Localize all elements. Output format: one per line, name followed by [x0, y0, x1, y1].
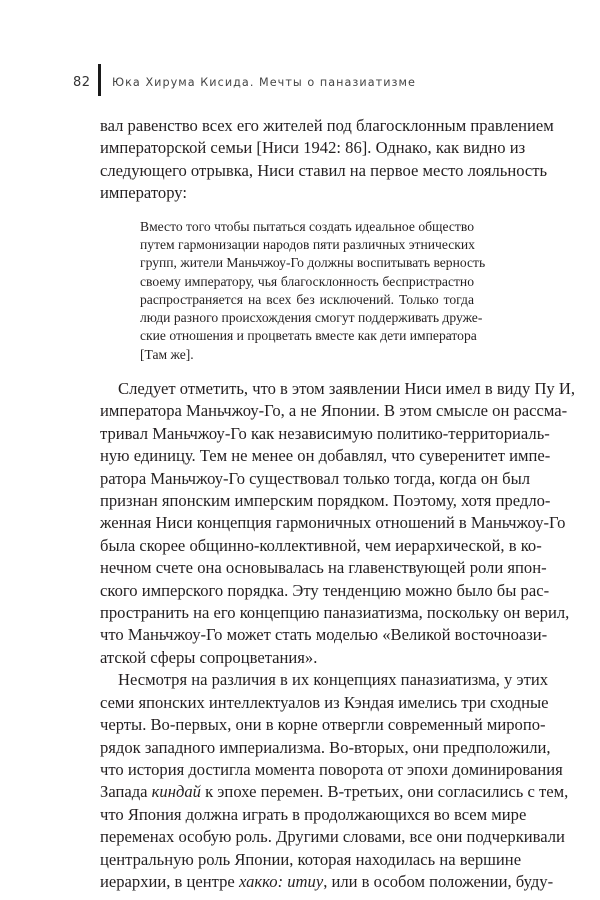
text-run: Запада	[100, 782, 152, 802]
text-line: Несмотря на различия в их концепциях паназиатизма, у этих	[118, 670, 549, 690]
text-line: что история достигла момента поворота от эпохи доминирования	[100, 759, 563, 779]
text-line: ского имперского порядка. Эту тенденцию можно было бы рас-	[100, 580, 550, 600]
text-line: императора Маньчжоу-Го, а не Японии. В этом смысле он рассма-	[100, 401, 568, 421]
page-number: 82	[73, 75, 91, 90]
italic-term-hakko-ichiu: хакко: итиу	[238, 871, 324, 891]
running-head-title: Юка Хирума Кисида. Мечты о паназиатизме	[112, 76, 416, 89]
text-line-with-term	[100, 781, 569, 803]
quote-line: групп, жители Маньчжоу-Го должны воспитывать верность	[140, 255, 486, 271]
paragraph-2	[100, 378, 576, 669]
quote-line: ские отношения и процветать вместе как дети императора	[140, 328, 477, 344]
text-line: что Маньчжоу-Го может стать моделью «Великой восточноази-	[100, 625, 548, 645]
header-divider	[98, 64, 101, 96]
text-line: тривал Маньчжоу-Го как независимую политико-территориаль-	[100, 423, 550, 443]
text-line: была скорее общинно-коллективной, чем иерархической, в ко-	[100, 535, 542, 555]
text-line: императору:	[100, 183, 187, 203]
quote-line: своему императору, чья благосклонность беспристрастно	[140, 273, 474, 289]
text-line: ратора Маньчжоу-Го существовал только тогда, когда он был	[100, 468, 531, 488]
text-line-with-term	[100, 871, 554, 893]
text-line: семи японских интеллектуалов из Кэндая имелись три сходные	[100, 692, 549, 712]
text-line: рядок западного империализма. Во-вторых, они предположили,	[100, 737, 551, 757]
quote-line: распространяется на всех без исключений. Только тогда	[140, 291, 474, 307]
quote-citation: [Там же].	[140, 346, 194, 362]
block-quote	[140, 218, 486, 364]
text-run: иерархии, в центре	[100, 871, 239, 891]
text-line: черты. Во-первых, они в корне отвергли современный миропо-	[100, 715, 546, 735]
text-line: атской сферы сопроцветания».	[100, 647, 318, 667]
text-line: переменах особую роль. Другими словами, все они подчеркивали	[100, 827, 565, 847]
text-line: что Япония должна играть в продолжающихся во всем мире	[100, 804, 527, 824]
text-line: нечном счете она основывалась на главенствующей роли япон-	[100, 558, 547, 578]
text-line: центральную роль Японии, которая находилась на вершине	[100, 849, 522, 869]
text-line: женная Ниси концепция гармоничных отношений в Маньчжоу-Го	[100, 513, 566, 533]
text-line: ную единицу. Тем не менее он добавлял, что суверенитет импе-	[100, 446, 551, 466]
text-run: к эпохе перемен. В-третьих, они согласились с тем,	[200, 782, 569, 802]
body-text	[100, 115, 576, 893]
italic-term-kindai: киндай	[151, 782, 201, 802]
text-line: Следует отметить, что в этом заявлении Ниси имел в виду Пу И,	[118, 379, 576, 398]
text-line: следующего отрывка, Ниси ставил на первое место лояльность	[100, 160, 548, 180]
text-run: , или в особом положении, буду-	[323, 871, 554, 891]
text-line: признан японским имперским порядком. Поэтому, хотя предло-	[100, 491, 551, 511]
text-line: императорской семьи [Ниси 1942: 86]. Однако, как видно из	[100, 138, 526, 158]
paragraph-1	[100, 115, 554, 205]
text-line: пространить на его концепцию паназиатизма, поскольку он верил,	[100, 603, 570, 623]
quote-line: путем гармонизации народов пяти различных этнических	[140, 236, 475, 252]
running-head	[0, 0, 600, 110]
quote-line: Вместо того чтобы пытаться создать идеальное общество	[140, 218, 474, 234]
quote-line: люди разного происхождения смогут поддерживать друже-	[140, 310, 483, 326]
paragraph-3	[100, 669, 569, 893]
text-line: вал равенство всех его жителей под благосклонным правлением	[100, 116, 554, 135]
